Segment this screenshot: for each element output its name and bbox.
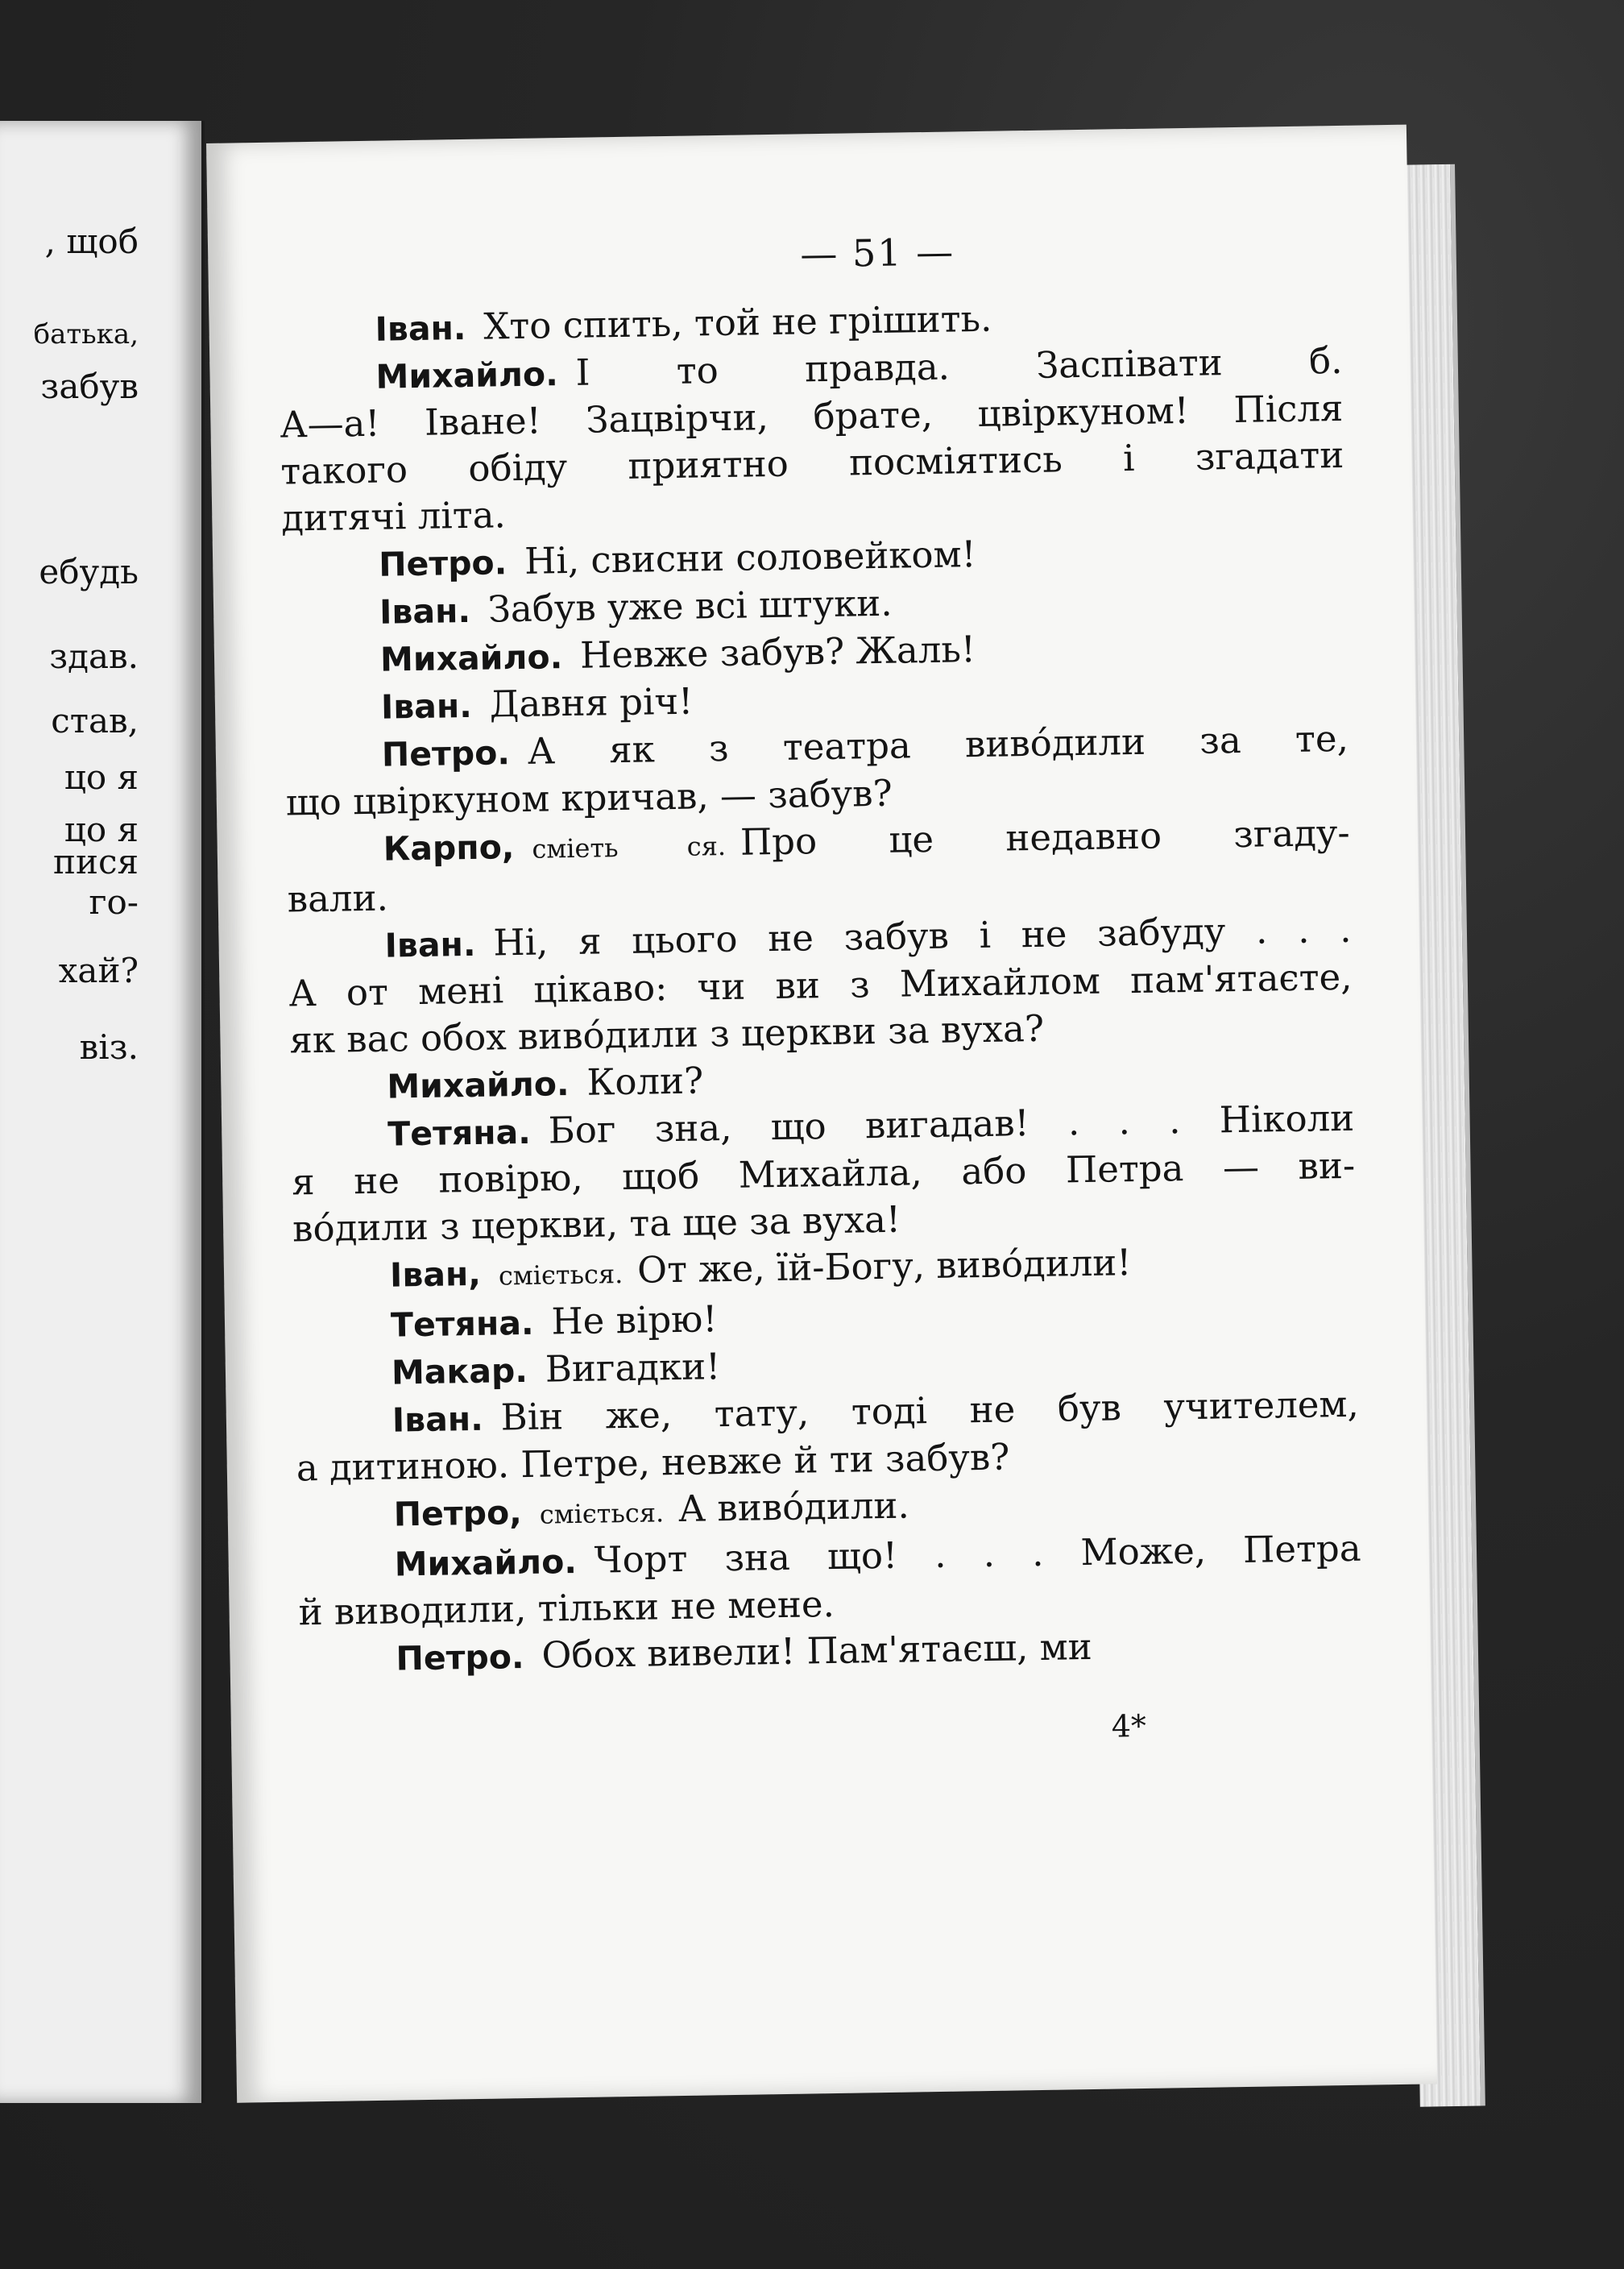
- speaker-name: Михайло.: [375, 355, 559, 396]
- line-text: І то правда. Заспівати б.: [575, 338, 1343, 394]
- line-text: що цвіркуном кричав, — забув?: [285, 771, 893, 824]
- speaker-name: Макар.: [391, 1350, 528, 1392]
- speaker-name: Петро.: [396, 1637, 524, 1678]
- dialogue-entry: [295, 1381, 1360, 1492]
- dialogue-entry: [297, 1525, 1362, 1636]
- line-text: Чорт зна що! . . . Може, Петра: [594, 1526, 1361, 1582]
- left-page-fragment: ебудь: [39, 552, 139, 591]
- left-page-fragment: го-: [89, 882, 139, 922]
- line-text: я не повірю, щоб Михайла, або Петра — ви-: [291, 1143, 1356, 1204]
- dialogue: [278, 290, 1363, 1684]
- line-text: Давня річ!: [489, 679, 694, 726]
- speaker-name: Михайло.: [387, 1064, 570, 1106]
- line-text: А от мені цікаво: чи ви з Михайлом пам'ятаєте,: [288, 955, 1353, 1015]
- line-text: А як з театра виво́дили за те,: [527, 716, 1349, 773]
- line-text: як вас обох виво́дили з церкви за вуха?: [289, 1006, 1045, 1062]
- line-text: Вигадки!: [545, 1345, 721, 1391]
- left-page-fragment: , щоб: [44, 222, 139, 261]
- dialogue-entry: [286, 810, 1351, 923]
- line-text: Ні, свисни соловейком!: [524, 533, 977, 583]
- left-page-fragment: батька,: [33, 318, 139, 351]
- line-text: Забув уже всі штуки.: [487, 581, 893, 631]
- speaker-name: Іван.: [379, 591, 471, 632]
- speaker-name: Тетяна.: [387, 1112, 532, 1154]
- line-text: вали.: [287, 876, 389, 921]
- line-text: Ні, я цього не забув і не забуду . . .: [492, 907, 1352, 964]
- left-page-fragment: забув: [40, 367, 139, 406]
- line-text: Він же, тату, тоді не був учителем,: [500, 1382, 1360, 1439]
- line-text: А—а! Іване! Зацвірчи, брате, цвіркуном! Після: [280, 386, 1344, 446]
- speaker-name: Іван.: [384, 924, 476, 965]
- right-page: [206, 125, 1437, 2103]
- line-text: Обох вивели! Пам'ятаєш, ми: [541, 1624, 1093, 1677]
- speaker-name: Іван.: [380, 686, 473, 727]
- line-text: От же, їй-Богу, виво́дили!: [636, 1241, 1132, 1292]
- speaker-name: Петро.: [381, 733, 511, 774]
- speaker-name: Тетяна.: [390, 1303, 534, 1345]
- left-page-fragment: цо я: [64, 757, 139, 797]
- line-text: такого обіду приятно посміятись і згадати: [280, 433, 1344, 493]
- line-text: во́дили з церкви, та ще за вуха!: [292, 1197, 901, 1251]
- page-text: [277, 222, 1365, 1763]
- speaker-name: Петро.: [378, 543, 508, 584]
- stage-direction: сміється.: [498, 1259, 624, 1292]
- line-text: Про це недавно згаду-: [740, 811, 1351, 864]
- speaker-name: Іван.: [392, 1399, 484, 1440]
- line-text: Бог зна, що вигадав! . . . Ніколи: [548, 1096, 1355, 1152]
- line-text: Не вірю!: [551, 1297, 718, 1343]
- page-number: — 51 —: [799, 230, 955, 276]
- stage-direction: сміється.: [539, 1497, 665, 1530]
- speaker-name: Карпо,: [383, 828, 515, 869]
- line-text: й виводили, тільки не мене.: [298, 1582, 835, 1634]
- line-text: дитячі літа.: [280, 493, 507, 540]
- stage-direction: сміеть ся.: [532, 830, 727, 865]
- speaker-name: Петро,: [393, 1493, 523, 1534]
- left-page-fragment: віз.: [79, 1027, 139, 1067]
- left-page-fragment: хай?: [58, 951, 139, 990]
- left-page-fragment: пися: [52, 842, 139, 881]
- left-page: [0, 121, 205, 2103]
- left-page-fragment: став,: [51, 701, 139, 740]
- speaker-name: Іван,: [389, 1254, 482, 1295]
- speaker-name: Михайло.: [379, 637, 563, 679]
- signature-mark: 4*: [1111, 1707, 1147, 1744]
- line-text: а дитиною. Петре, невже й ти забув?: [296, 1435, 1010, 1490]
- speaker-name: Іван.: [375, 308, 466, 349]
- dialogue-entry: [291, 1095, 1357, 1253]
- dialogue-entry: [279, 338, 1344, 542]
- left-page-fragment: здав.: [49, 637, 139, 676]
- line-text: Коли?: [586, 1059, 704, 1104]
- line-text: А виво́дили.: [677, 1483, 910, 1531]
- line-text: Невже забув? Жаль!: [579, 628, 976, 677]
- speaker-name: Михайло.: [394, 1541, 578, 1584]
- dialogue-entry: [284, 716, 1349, 827]
- left-page-fragment: цо я: [64, 810, 139, 849]
- line-text: Хто спить, той не грішить.: [483, 297, 992, 348]
- dialogue-entry: [288, 906, 1353, 1064]
